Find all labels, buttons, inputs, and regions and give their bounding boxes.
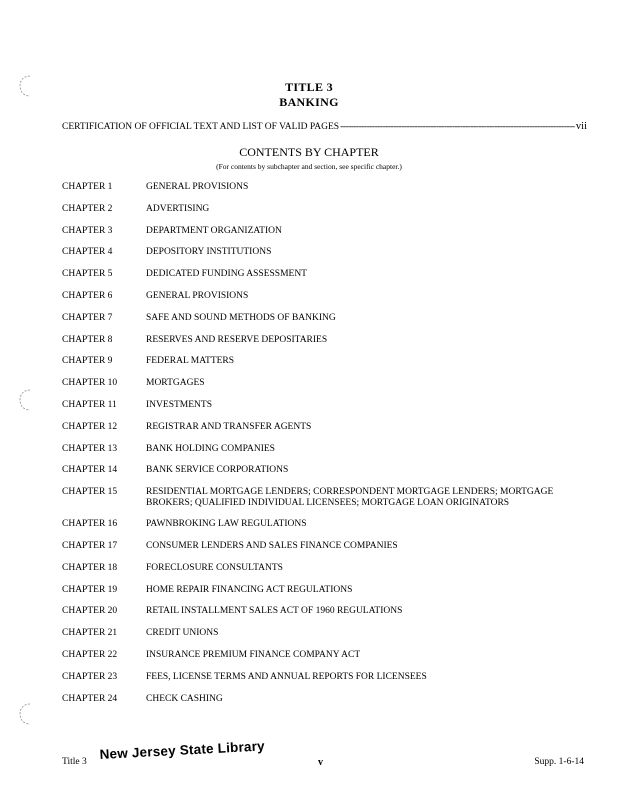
chapter-title: DEPOSITORY INSTITUTIONS (146, 247, 272, 258)
chapter-number: CHAPTER 24 (62, 693, 118, 704)
chapter-title: PAWNBROKING LAW REGULATIONS (146, 519, 307, 530)
chapter-number: CHAPTER 21 (62, 628, 118, 639)
chapter-title: FEDERAL MATTERS (146, 356, 235, 367)
contents-note: (For contents by subchapter and section, see specific chapter.) (216, 162, 402, 171)
chapter-title: RESIDENTIAL MORTGAGE LENDERS; CORRESPONDENT MORTGAGE LENDERS; MORTGAGE BROKERS; QUALIFIED INDIVIDUAL LICENSEES; MORTGAGE LOAN ORIGINATORS (146, 487, 554, 509)
chapter-title: BANK SERVICE CORPORATIONS (146, 465, 289, 476)
chapter-title: MORTGAGES (146, 378, 205, 389)
chapter-number: CHAPTER 9 (62, 356, 113, 367)
chapter-number: CHAPTER 12 (62, 421, 118, 432)
contents-heading: CONTENTS BY CHAPTER (239, 145, 379, 159)
chapter-title: GENERAL PROVISIONS (146, 182, 249, 192)
chapter-number: CHAPTER 23 (62, 671, 118, 682)
chapter-number: CHAPTER 15 (62, 487, 118, 498)
chapter-number: CHAPTER 22 (62, 650, 118, 660)
page-title: TITLE 3 (285, 80, 333, 94)
certification-entry (62, 121, 587, 132)
chapter-title: DEPARTMENT ORGANIZATION (146, 225, 282, 236)
certification-page-number: vii (575, 121, 587, 132)
chapter-number: CHAPTER 4 (62, 247, 113, 258)
footer-page-number: v (318, 757, 323, 768)
chapter-number: CHAPTER 18 (62, 562, 118, 573)
leader-dashes (340, 122, 575, 132)
chapter-number: CHAPTER 14 (62, 465, 118, 476)
chapter-title: FORECLOSURE CONSULTANTS (146, 562, 283, 573)
chapter-number: CHAPTER 8 (62, 334, 113, 345)
chapter-number: CHAPTER 11 (62, 400, 117, 410)
certification-text: CERTIFICATION OF OFFICIAL TEXT AND LIST OF VALID PAGES (62, 122, 340, 132)
punch-hole-mark-middle (18, 388, 36, 412)
footer-title: Title 3 (62, 757, 87, 767)
chapter-title: GENERAL PROVISIONS (146, 291, 249, 301)
chapter-title: INVESTMENTS (146, 400, 212, 410)
chapter-number: CHAPTER 5 (62, 269, 113, 280)
chapter-title: ADVERTISING (146, 203, 210, 214)
chapter-title: DEDICATED FUNDING ASSESSMENT (146, 269, 307, 280)
chapter-title: RETAIL INSTALLMENT SALES ACT OF 1960 REGULATIONS (146, 606, 403, 617)
chapter-title: FEES, LICENSE TERMS AND ANNUAL REPORTS FOR LICENSEES (146, 671, 427, 682)
chapter-title: BANK HOLDING COMPANIES (146, 443, 275, 454)
chapter-number: CHAPTER 20 (62, 606, 118, 617)
chapter-number: CHAPTER 6 (62, 291, 113, 301)
chapter-title: SAFE AND SOUND METHODS OF BANKING (146, 312, 336, 323)
chapter-title: CONSUMER LENDERS AND SALES FINANCE COMPANIES (146, 541, 398, 551)
chapter-number: CHAPTER 3 (62, 225, 113, 236)
chapter-title: INSURANCE PREMIUM FINANCE COMPANY ACT (146, 650, 361, 660)
chapter-title: HOME REPAIR FINANCING ACT REGULATIONS (146, 584, 353, 595)
title-block (0, 80, 618, 110)
chapter-number: CHAPTER 1 (62, 182, 113, 192)
chapter-title: CHECK CASHING (146, 693, 223, 704)
chapter-number: CHAPTER 10 (62, 378, 118, 389)
page-subtitle: BANKING (279, 95, 339, 109)
chapter-title: REGISTRAR AND TRANSFER AGENTS (146, 421, 312, 432)
chapter-number: CHAPTER 2 (62, 203, 113, 214)
punch-hole-mark-bottom (18, 702, 36, 726)
footer-supplement-date: Supp. 1-6-14 (534, 757, 584, 767)
chapter-title: RESERVES AND RESERVE DEPOSITARIES (146, 334, 328, 345)
chapter-number: CHAPTER 7 (62, 312, 113, 323)
page-footer (0, 738, 618, 775)
chapter-title: CREDIT UNIONS (146, 628, 219, 639)
chapter-number: CHAPTER 13 (62, 443, 118, 454)
chapter-number: CHAPTER 16 (62, 519, 118, 530)
chapter-number: CHAPTER 19 (62, 584, 118, 595)
chapter-number: CHAPTER 17 (62, 541, 118, 551)
library-stamp: New Jersey State Library (99, 738, 266, 762)
